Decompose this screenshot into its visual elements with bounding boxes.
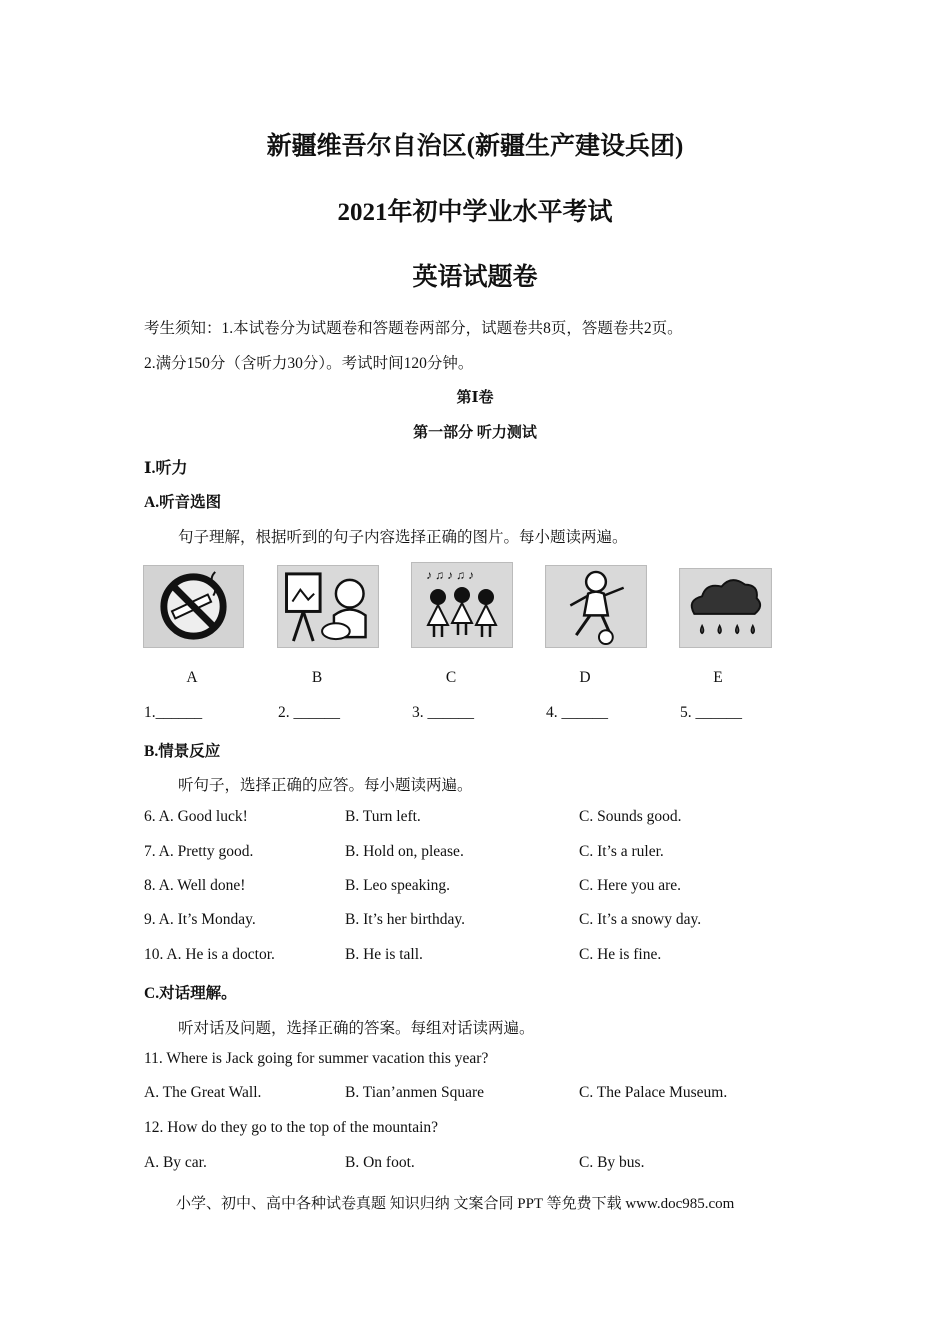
notice-line-2: 2.满分150分（含听力30分）。考试时间120分钟。 bbox=[144, 355, 474, 372]
question-11-option-c: C. The Palace Museum. bbox=[579, 1084, 728, 1101]
question-12-text: 12. How do they go to the top of the mountain? bbox=[144, 1119, 439, 1136]
question-11-text: 11. Where is Jack going for summer vacation this year? bbox=[144, 1050, 489, 1067]
section-a-heading: A.听音选图 bbox=[144, 494, 222, 511]
question-8-option-a: 8. A. Well done! bbox=[144, 877, 246, 894]
answer-blank-3[interactable]: 3. ______ bbox=[412, 704, 474, 721]
no-smoking-icon bbox=[144, 566, 243, 647]
title-line-1: 新疆维吾尔自治区(新疆生产建设兵团) bbox=[266, 133, 684, 160]
question-7-option-c: C. It’s a ruler. bbox=[579, 843, 664, 860]
picture-label-c: C bbox=[445, 669, 457, 686]
picture-c bbox=[411, 562, 513, 648]
part-heading: 第一部分 听力测试 bbox=[413, 425, 537, 441]
section-b-instruction: 听句子，选择正确的应答。每小题读两遍。 bbox=[178, 777, 473, 794]
question-11-option-b: B. Tian’anmen Square bbox=[345, 1084, 485, 1101]
question-10-option-a: 10. A. He is a doctor. bbox=[144, 946, 275, 963]
title-line-2: 2021年初中学业水平考试 bbox=[337, 199, 613, 226]
singing-icon bbox=[412, 563, 512, 647]
question-10-option-c: C. He is fine. bbox=[579, 946, 662, 963]
question-10-option-b: B. He is tall. bbox=[345, 946, 423, 963]
picture-d bbox=[545, 565, 647, 648]
question-12-option-c: C. By bus. bbox=[579, 1154, 645, 1171]
section-a-instruction: 句子理解，根据听到的句子内容选择正确的图片。每小题读两遍。 bbox=[178, 529, 628, 546]
picture-b bbox=[277, 565, 379, 648]
picture-label-e: E bbox=[713, 669, 723, 686]
question-7-option-a: 7. A. Pretty good. bbox=[144, 843, 254, 860]
picture-a bbox=[143, 565, 244, 648]
question-6-option-b: B. Turn left. bbox=[345, 808, 421, 825]
volume-heading: 第Ⅰ卷 bbox=[456, 390, 494, 406]
question-9-option-b: B. It’s her birthday. bbox=[345, 911, 465, 928]
question-8-option-c: C. Here you are. bbox=[579, 877, 681, 894]
question-6-option-c: C. Sounds good. bbox=[579, 808, 682, 825]
painting-icon bbox=[278, 566, 378, 647]
footer-text: 小学、初中、高中各种试卷真题 知识归纳 文案合同 PPT 等免费下载 www.doc985.com bbox=[176, 1196, 735, 1212]
answer-blank-5[interactable]: 5. ______ bbox=[680, 704, 742, 721]
soccer-icon bbox=[546, 566, 646, 647]
title-line-3: 英语试题卷 bbox=[412, 264, 538, 291]
question-6-option-a: 6. A. Good luck! bbox=[144, 808, 248, 825]
answer-blank-1[interactable]: 1.______ bbox=[144, 704, 203, 721]
picture-label-d: D bbox=[579, 669, 591, 686]
answer-blank-4[interactable]: 4. ______ bbox=[546, 704, 608, 721]
svg-text:♪ ♫ ♪ ♫ ♪: ♪ ♫ ♪ ♫ ♪ bbox=[426, 568, 474, 582]
notice-line-1: 考生须知：1.本试卷分为试题卷和答题卷两部分，试题卷共8页，答题卷共2页。 bbox=[144, 320, 683, 337]
question-9-option-c: C. It’s a snowy day. bbox=[579, 911, 702, 928]
question-9-option-a: 9. A. It’s Monday. bbox=[144, 911, 256, 928]
question-12-option-a: A. By car. bbox=[144, 1154, 207, 1171]
picture-label-b: B bbox=[311, 669, 323, 686]
question-12-option-b: B. On foot. bbox=[345, 1154, 415, 1171]
picture-e bbox=[679, 568, 772, 648]
question-11-option-a: A. The Great Wall. bbox=[144, 1084, 262, 1101]
section-c-heading: C.对话理解。 bbox=[144, 985, 237, 1002]
answer-blank-2[interactable]: 2. ______ bbox=[278, 704, 340, 721]
section-c-instruction: 听对话及问题，选择正确的答案。每组对话读两遍。 bbox=[178, 1020, 535, 1037]
question-7-option-b: B. Hold on, please. bbox=[345, 843, 464, 860]
section-b-heading: B.情景反应 bbox=[144, 743, 221, 760]
question-8-option-b: B. Leo speaking. bbox=[345, 877, 451, 894]
section-listening-heading: Ⅰ.听力 bbox=[144, 460, 188, 477]
rain-icon bbox=[680, 569, 771, 647]
picture-label-a: A bbox=[186, 669, 198, 686]
